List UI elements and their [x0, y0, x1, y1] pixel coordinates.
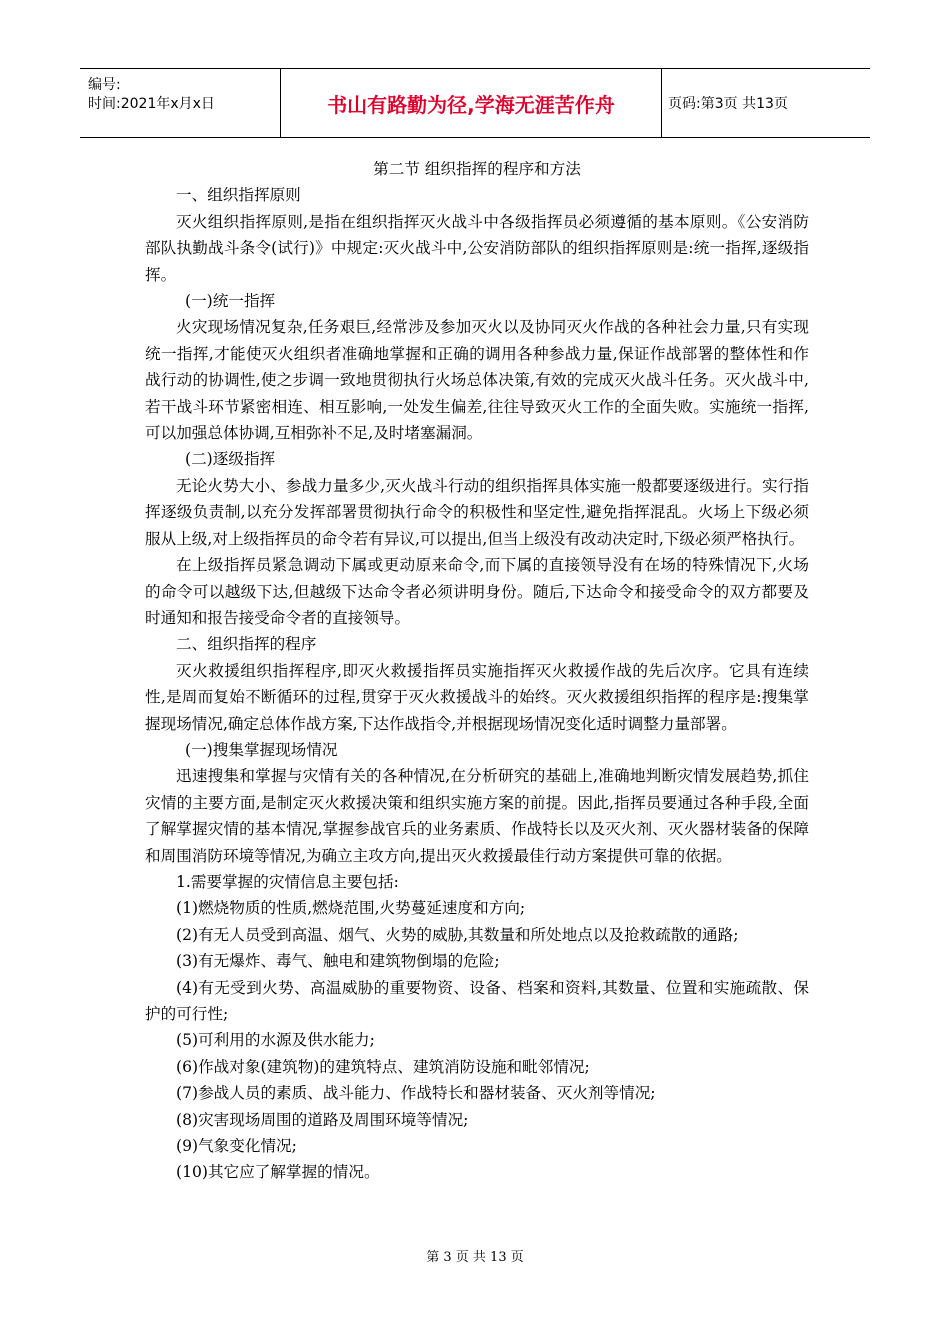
paragraph: (10)其它应了解掌握的情况。 [176, 1163, 380, 1182]
paragraph: (3)有无爆炸、毒气、触电和建筑物倒塌的危险; [176, 952, 500, 971]
header-meta [80, 69, 280, 137]
page-header [80, 68, 870, 138]
paragraph: 灭火组织指挥原则,是指在组织指挥灭火战斗中各级指挥员必须遵循的基本原则。《公安消防部队执勤战斗条令(试行)》中规定:灭火战斗中,公安消防部队的组织指挥原则是:统一指挥,逐级指挥。 [145, 212, 809, 284]
paragraph: (一)搜集掌握现场情况 [185, 740, 338, 759]
paragraph: (6)作战对象(建筑物)的建筑特点、建筑消防设施和毗邻情况; [176, 1057, 590, 1076]
header-page-info: 页码:第3页 共13页 [668, 96, 788, 112]
paragraph: (二)逐级指挥 [185, 450, 276, 469]
paragraph: (5)可利用的水源及供水能力; [176, 1031, 375, 1050]
page-footer: 第 3 页 共 13 页 [426, 1250, 524, 1265]
paragraph: 二、组织指挥的程序 [176, 635, 317, 654]
paragraph: 火灾现场情况复杂,任务艰巨,经常涉及参加灭火以及协同灭火作战的各种社会力量,只有实现统一指挥,才能使灭火组织者准确地掌握和正确的调用各种参战力量,保证作战部署的整体性和作战行动的协调性,使之步调一致地贯彻执行火场总体决策,有效的完成灭火战斗任务。灭火战斗中,若干战斗环节紧密相连、相互影响,一处发生偏差,往往导致灭火工作的全面失败。实施统一指挥,可以加强总体协调,互相弥补不足,及时堵塞漏洞。 [145, 318, 809, 443]
paragraph: (8)灾害现场周围的道路及周围环境等情况; [176, 1110, 469, 1129]
paragraph: (7)参战人员的素质、战斗能力、作战特长和器材装备、灭火剂等情况; [176, 1084, 656, 1103]
paragraph: 迅速搜集和掌握与灾情有关的各种情况,在分析研究的基础上,准确地判断灾情发展趋势,抓住灾情的主要方面,是制定灭火救援决策和组织实施方案的前提。因此,指挥员要通过各种手段,全面了解掌握灾情的基本情况,掌握参战官兵的业务素质、作战特长以及灭火剂、灭火器材装备的保障和周围消防环境等情况,为确立主攻方向,提出灭火救援最佳行动方案提供可靠的依据。 [145, 767, 809, 865]
paragraph: 1.需要掌握的灾情信息主要包括: [176, 872, 399, 891]
header-motto: 书山有路勤为径,学海无涯苦作舟 [280, 69, 662, 137]
paragraph: 一、组织指挥原则 [176, 186, 301, 205]
document-body [145, 156, 809, 1186]
paragraph: (9)气象变化情况; [176, 1137, 297, 1156]
paragraph: 灭火救援组织指挥程序,即灭火救援指挥员实施指挥灭火救援作战的先后次序。它具有连续性,是周而复始不断循环的过程,贯穿于灭火救援战斗的始终。灭火救援组织指挥的程序是:搜集掌握现场情况,确定总体作战方案,下达作战指令,并根据现场情况变化适时调整力量部署。 [145, 661, 809, 733]
paragraph: 无论火势大小、参战力量多少,灭火战斗行动的组织指挥具体实施一般都要逐级进行。实行指挥逐级负责制,以充分发挥部署贯彻执行命令的积极性和坚定性,避免指挥混乱。火场上下级必须服从上级,对上级指挥员的命令若有异议,可以提出,但当上级没有改动决定时,下级必须严格执行。 [145, 476, 809, 548]
paragraph: (2)有无人员受到高温、烟气、火势的威胁,其数量和所处地点以及抢救疏散的通路; [176, 925, 739, 944]
paragraph: (4)有无受到火势、高温威胁的重要物资、设备、档案和资料,其数量、位置和实施疏散、保护的可行性; [145, 978, 809, 1023]
paragraph: (一)统一指挥 [185, 292, 276, 311]
section-title: 第二节 组织指挥的程序和方法 [373, 160, 581, 178]
paragraph: 在上级指挥员紧急调动下属或更动原来命令,而下属的直接领导没有在场的特殊情况下,火场的命令可以越级下达,但越级下达命令者必须讲明身份。随后,下达命令和接受命令的双方都要及时通知和报告接受命令者的直接领导。 [145, 556, 809, 627]
paragraph: (1)燃烧物质的性质,燃烧范围,火势蔓延速度和方向; [176, 899, 526, 918]
number-label: 编号: [88, 77, 121, 93]
time-label: 时间:2021年x月x日 [88, 96, 215, 112]
